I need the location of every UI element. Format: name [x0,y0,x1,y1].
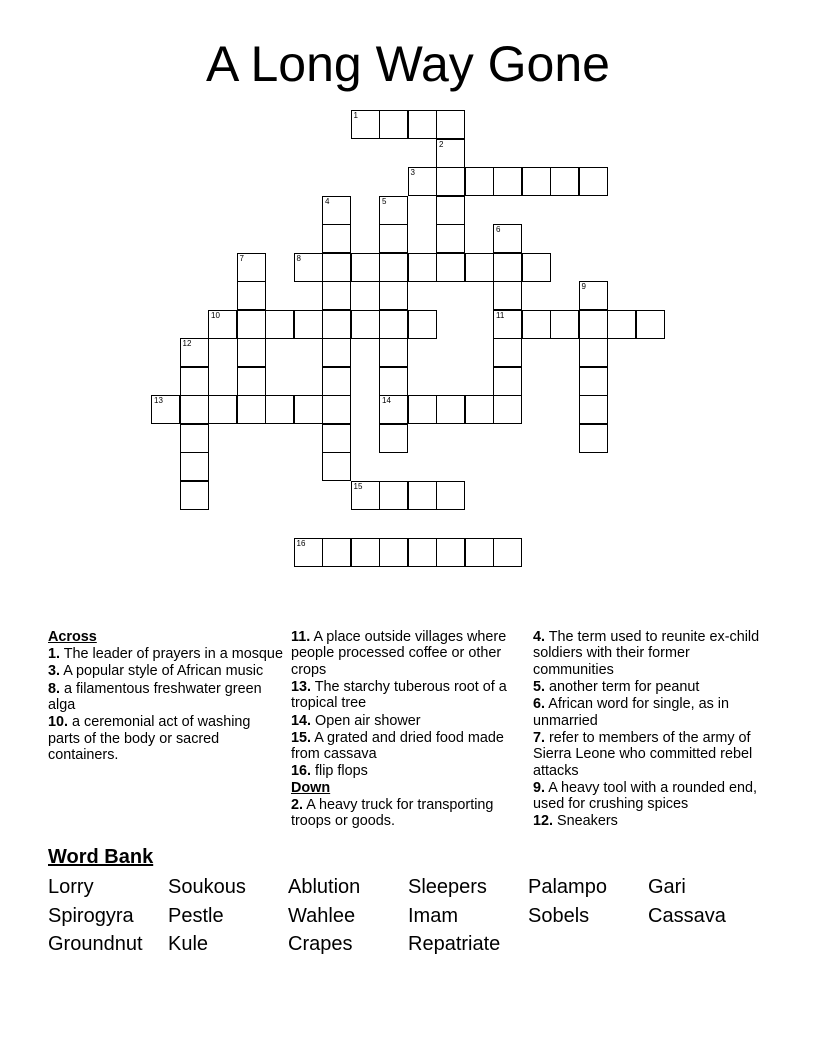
grid-cell[interactable] [265,395,294,424]
clue-number: 9 [581,282,586,291]
grid-cell[interactable] [379,395,408,424]
grid-cell[interactable] [180,395,209,424]
grid-cell[interactable] [237,253,266,282]
grid-cell[interactable] [465,253,494,282]
down-clue: 6. African word for single, as in unmarried [533,696,729,729]
grid-cell[interactable] [351,253,380,282]
grid-cell[interactable] [379,110,408,139]
grid-cell[interactable] [180,338,209,367]
clue-number: 11 [496,310,505,320]
across-clue: 1. The leader of prayers in a mosque [48,646,283,663]
clues-column-3 [533,629,768,830]
across-clue: 3. A popular style of African music [48,663,264,680]
grid-cell[interactable] [493,281,522,310]
clue-number: 5 [382,196,387,206]
word-bank-word: Sobels [528,904,590,927]
grid-cell[interactable] [522,253,551,282]
grid-cell[interactable] [208,395,237,424]
grid-cell[interactable] [294,310,323,339]
word-bank-word: Soukous [168,876,246,898]
grid-cell[interactable] [550,310,579,339]
grid-cell[interactable] [351,538,380,567]
clue-number: 8 [296,253,301,263]
word-bank-word: Pestle [168,904,224,927]
clue-number: 1 [353,111,358,120]
grid-cell[interactable] [265,310,294,339]
grid-cell[interactable] [322,338,351,367]
grid-cell[interactable] [180,481,209,510]
grid-cell[interactable] [408,253,437,282]
word-bank-word: Groundnut [48,933,143,955]
grid-cell[interactable] [351,481,380,510]
grid-cell[interactable] [465,395,494,424]
grid-cell[interactable] [408,110,437,139]
grid-cell[interactable] [322,196,351,225]
grid-cell[interactable] [493,395,522,424]
grid-cell[interactable] [237,310,266,339]
word-bank-word: Sleepers [408,876,487,898]
across-clue: 13. The starchy tuberous root of a tropical tree [291,679,507,712]
grid-cell[interactable] [493,253,522,282]
grid-cell[interactable] [237,395,266,424]
grid-cell[interactable] [493,167,522,196]
word-bank-word: Repatriate [408,933,501,955]
grid-cell[interactable] [379,281,408,310]
grid-cell[interactable] [180,424,209,453]
clues-column-1 [48,629,283,763]
grid-cell[interactable] [379,253,408,282]
grid-cell[interactable] [379,310,408,339]
grid-cell[interactable] [436,395,465,424]
grid-cell[interactable] [436,110,465,139]
grid-cell[interactable] [493,367,522,396]
down-clue: 4. The term used to reunite ex-child soldiers with their former communities [533,629,760,678]
word-bank [48,873,768,959]
grid-cell[interactable] [322,452,351,481]
grid-cell[interactable] [151,395,180,424]
grid-cell[interactable] [408,167,437,196]
across-clue: 8. a filamentous freshwater green alga [48,680,262,714]
grid-cell[interactable] [579,167,608,196]
across-heading: Across [48,629,97,645]
clue-number: 4 [325,196,330,206]
word-bank-word: Imam [408,904,458,927]
grid-cell[interactable] [436,196,465,225]
grid-cell[interactable] [322,281,351,310]
down-clue: 5. another term for peanut [533,679,700,696]
grid-cell[interactable] [322,310,351,339]
word-bank-word: Gari [648,876,686,898]
word-bank-word: Lorry [48,876,94,898]
down-clue: 2. A heavy truck for transporting troops or goods. [291,797,494,830]
clue-number: 16 [296,538,306,548]
grid-cell[interactable] [237,367,266,396]
grid-cell[interactable] [351,310,380,339]
clue-number: 13 [154,396,163,405]
grid-cell[interactable] [408,538,437,567]
clue-number: 15 [353,481,363,491]
across-clue: 15. A grated and dried food made from cassava [291,729,504,763]
grid-cell[interactable] [294,538,323,567]
grid-cell[interactable] [436,253,465,282]
across-clue: 10. a ceremonial act of washing parts of the body or sacred containers. [48,714,251,764]
grid-cell[interactable] [237,338,266,367]
clue-number: 6 [496,225,501,234]
grid-cell[interactable] [408,310,437,339]
clues-column-2 [291,629,526,830]
grid-cell[interactable] [379,481,408,510]
clue-number: 7 [239,253,244,263]
grid-cell[interactable] [379,338,408,367]
clue-number: 3 [410,168,415,177]
grid-cell[interactable] [436,167,465,196]
grid-cell[interactable] [436,538,465,567]
puzzle-title: A Long Way Gone [206,36,610,92]
grid-cell[interactable] [579,310,608,339]
grid-cell[interactable] [379,424,408,453]
grid-cell[interactable] [465,167,494,196]
across-clue: 14. Open air shower [291,712,421,729]
grid-cell[interactable] [579,367,608,396]
grid-cell[interactable] [550,167,579,196]
grid-cell[interactable] [322,424,351,453]
word-bank-word: Cassava [648,904,726,927]
word-bank-word: Palampo [528,876,607,898]
grid-cell[interactable] [408,481,437,510]
grid-cell[interactable] [237,281,266,310]
across-clue: 16. flip flops [291,763,368,780]
word-bank-word: Kule [168,933,209,955]
grid-cell[interactable] [493,224,522,253]
grid-cell[interactable] [579,395,608,424]
grid-cell[interactable] [322,538,351,567]
grid-cell[interactable] [579,281,608,310]
grid-cell[interactable] [636,310,665,339]
word-bank-word: Ablution [288,876,361,898]
word-bank-word: Crapes [288,933,353,955]
grid-cell[interactable] [322,253,351,282]
down-heading: Down [291,779,331,796]
grid-cell[interactable] [351,110,380,139]
down-clue: 12. Sneakers [533,813,618,830]
grid-cell[interactable] [322,395,351,424]
grid-cell[interactable] [180,452,209,481]
grid-cell[interactable] [522,167,551,196]
grid-cell[interactable] [607,310,636,339]
grid-cell[interactable] [465,538,494,567]
grid-cell[interactable] [322,224,351,253]
word-bank-word: Spirogyra [48,904,134,927]
across-clue: 11. A place outside villages where people processed coffee or other crops [291,629,507,678]
word-bank-word: Wahlee [288,904,356,927]
grid-cell[interactable] [522,310,551,339]
grid-cell[interactable] [579,424,608,453]
grid-cell[interactable] [493,338,522,367]
down-clue: 7. refer to members of the army of Sierra Leone who committed rebel attacks [533,729,753,779]
grid-cell[interactable] [436,224,465,253]
clue-number: 12 [182,339,192,348]
grid-cell[interactable] [579,338,608,367]
grid-cell[interactable] [208,310,237,339]
grid-cell[interactable] [379,367,408,396]
grid-cell[interactable] [493,538,522,567]
grid-cell[interactable] [379,196,408,225]
grid-cell[interactable] [436,481,465,510]
grid-cell[interactable] [436,139,465,168]
grid-cell[interactable] [379,224,408,253]
clue-number: 2 [439,139,444,149]
grid-cell[interactable] [322,367,351,396]
grid-cell[interactable] [180,367,209,396]
clue-number: 14 [382,396,391,405]
grid-cell[interactable] [379,538,408,567]
grid-cell[interactable] [408,395,437,424]
grid-cell[interactable] [294,253,323,282]
clue-number: 10 [211,310,220,320]
down-clue: 9. A heavy tool with a rounded end, used for crushing spices [533,779,758,813]
grid-cell[interactable] [493,310,522,339]
grid-cell[interactable] [294,395,323,424]
word-bank-title: Word Bank [48,846,154,868]
